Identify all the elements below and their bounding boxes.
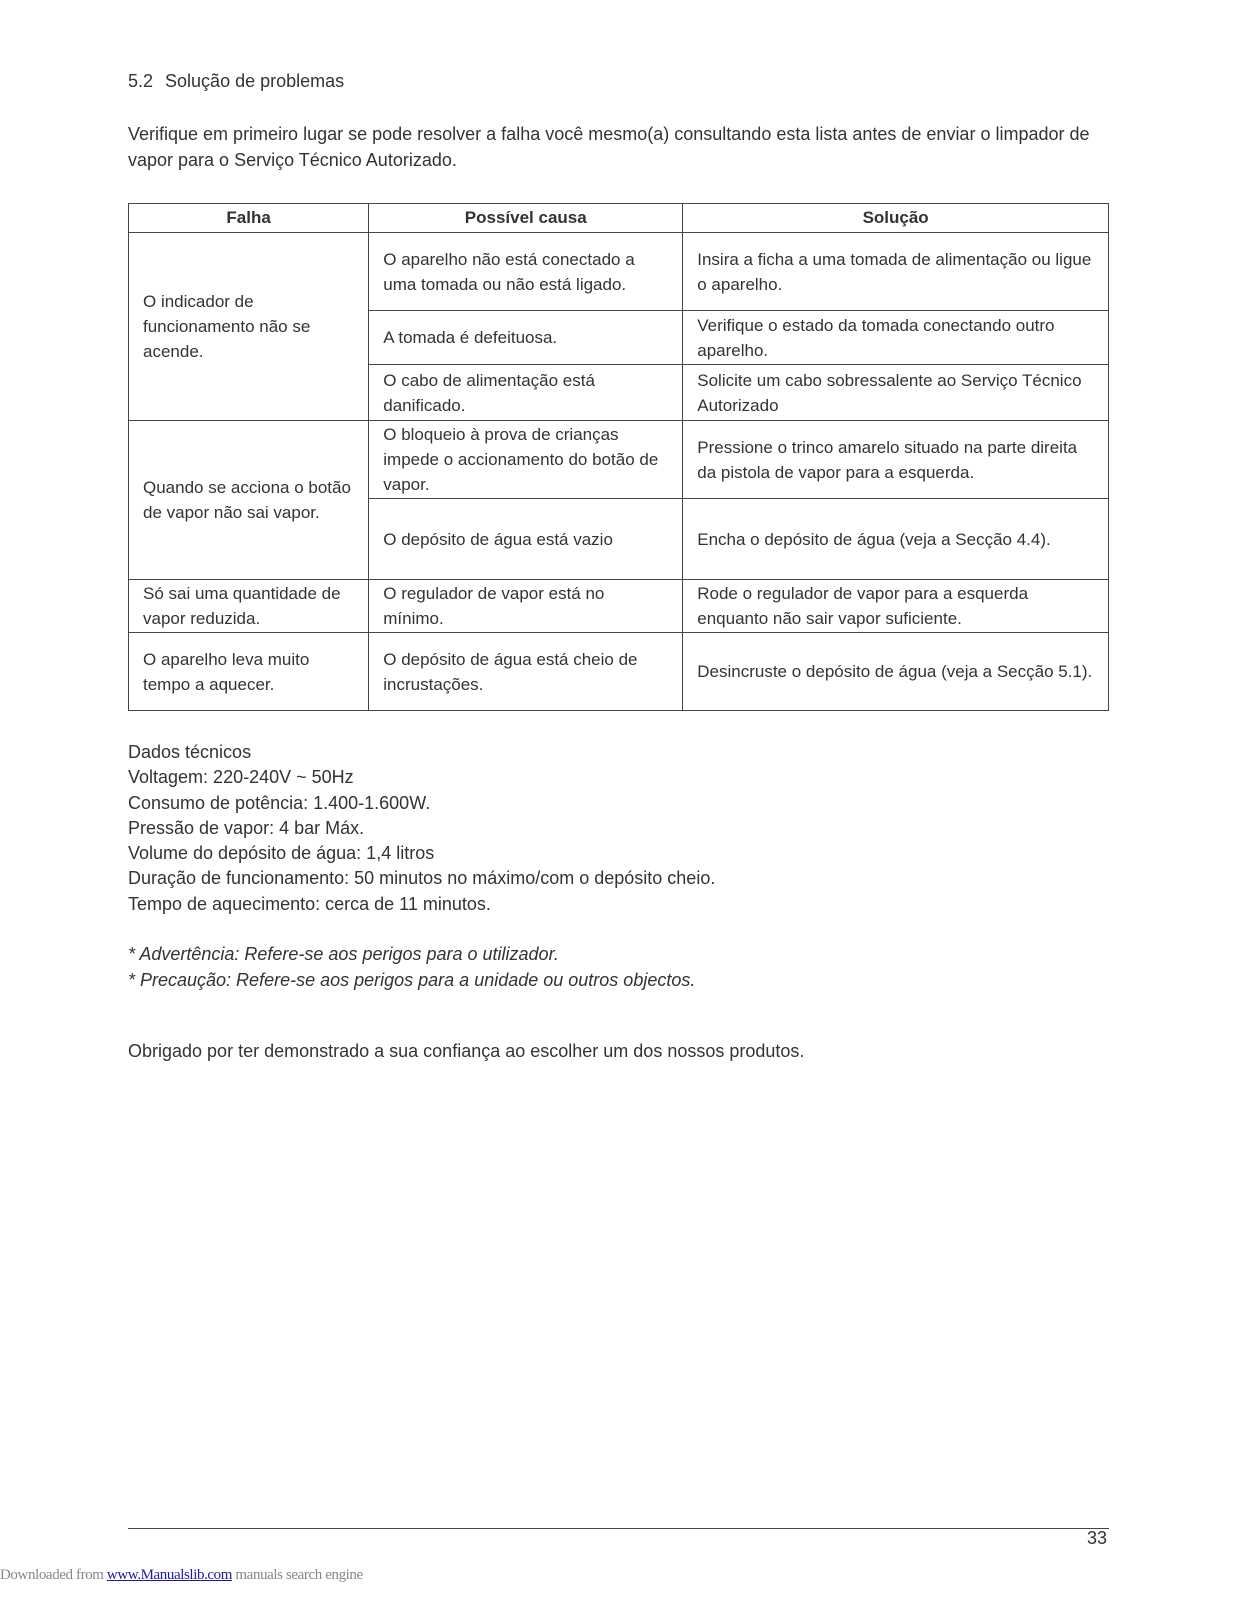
- notes: [128, 942, 695, 993]
- cause-cell: O bloqueio à prova de crianças impede o accionamento do botão de vapor.: [369, 421, 683, 499]
- cause-cell: O cabo de alimentação está danificado.: [369, 365, 683, 421]
- cause-cell: O depósito de água está cheio de incrustações.: [369, 633, 683, 711]
- header-fault: Falha: [129, 204, 369, 233]
- spec-line: Voltagem: 220-240V ~ 50Hz: [128, 767, 354, 788]
- table-row: [129, 233, 1109, 311]
- download-prefix: Downloaded from: [0, 1567, 107, 1583]
- page-number: 33: [1086, 1528, 1107, 1548]
- section-number: 5.2: [128, 71, 154, 91]
- cause-cell: O regulador de vapor está no mínimo.: [369, 580, 683, 633]
- solution-cell: Solicite um cabo sobressalente ao Serviço Técnico Autorizado: [683, 365, 1109, 421]
- cause-cell: O aparelho não está conectado a uma tomada ou não está ligado.: [369, 233, 683, 311]
- header-cause: Possível causa: [369, 204, 683, 233]
- spec-line: Volume do depósito de água: 1,4 litros: [128, 843, 435, 864]
- technical-data: [128, 740, 715, 917]
- fault-cell: Quando se acciona o botão de vapor não sai vapor.: [129, 421, 369, 580]
- solution-cell: Encha o depósito de água (veja a Secção 4.4).: [683, 499, 1109, 580]
- spec-line: Duração de funcionamento: 50 minutos no máximo/com o depósito cheio.: [128, 868, 716, 889]
- section-title: Solução de problemas: [165, 71, 345, 91]
- fault-cell: O indicador de funcionamento não se acende.: [129, 233, 369, 421]
- spec-line: Consumo de potência: 1.400-1.600W.: [128, 792, 431, 813]
- spec-line: Tempo de aquecimento: cerca de 11 minutos.: [128, 893, 491, 914]
- table-row: [129, 633, 1109, 711]
- solution-cell: Rode o regulador de vapor para a esquerda enquanto não sair vapor suficiente.: [683, 580, 1109, 633]
- footer-divider: [128, 1528, 1109, 1529]
- solution-cell: Desincruste o depósito de água (veja a Secção 5.1).: [683, 633, 1109, 711]
- fault-cell: O aparelho leva muito tempo a aquecer.: [129, 633, 369, 711]
- thank-you-text: Obrigado por ter demonstrado a sua confiança ao escolher um dos nossos produtos.: [128, 1041, 805, 1061]
- download-footer: [0, 1567, 363, 1584]
- troubleshooting-table: [128, 203, 1109, 711]
- manualslib-link[interactable]: www.Manualslib.com: [106, 1567, 233, 1583]
- technical-data-heading: Dados técnicos: [128, 742, 252, 762]
- solution-cell: Insira a ficha a uma tomada de alimentação ou ligue o aparelho.: [683, 233, 1109, 311]
- fault-cell: Só sai uma quantidade de vapor reduzida.: [129, 580, 369, 633]
- table-header-row: [129, 204, 1109, 233]
- warning-note: * Advertência: Refere-se aos perigos para o utilizador.: [128, 944, 559, 964]
- intro-paragraph: Verifique em primeiro lugar se pode resolver a falha você mesmo(a) consultando esta lista antes de enviar o limpador de vapor para o Serviço Técnico Autorizado.: [128, 124, 1090, 170]
- table-row: [129, 421, 1109, 499]
- solution-cell: Verifique o estado da tomada conectando outro aparelho.: [683, 311, 1109, 365]
- spec-line: Pressão de vapor: 4 bar Máx.: [128, 817, 365, 838]
- header-solution: Solução: [683, 204, 1109, 233]
- table-row: [129, 580, 1109, 633]
- cause-cell: O depósito de água está vazio: [369, 499, 683, 580]
- section-heading: [128, 71, 344, 92]
- cause-cell: A tomada é defeituosa.: [369, 311, 683, 365]
- caution-note: * Precaução: Refere-se aos perigos para a unidade ou outros objectos.: [128, 969, 696, 990]
- download-suffix: manuals search engine: [232, 1567, 363, 1583]
- solution-cell: Pressione o trinco amarelo situado na parte direita da pistola de vapor para a esquerda.: [683, 421, 1109, 499]
